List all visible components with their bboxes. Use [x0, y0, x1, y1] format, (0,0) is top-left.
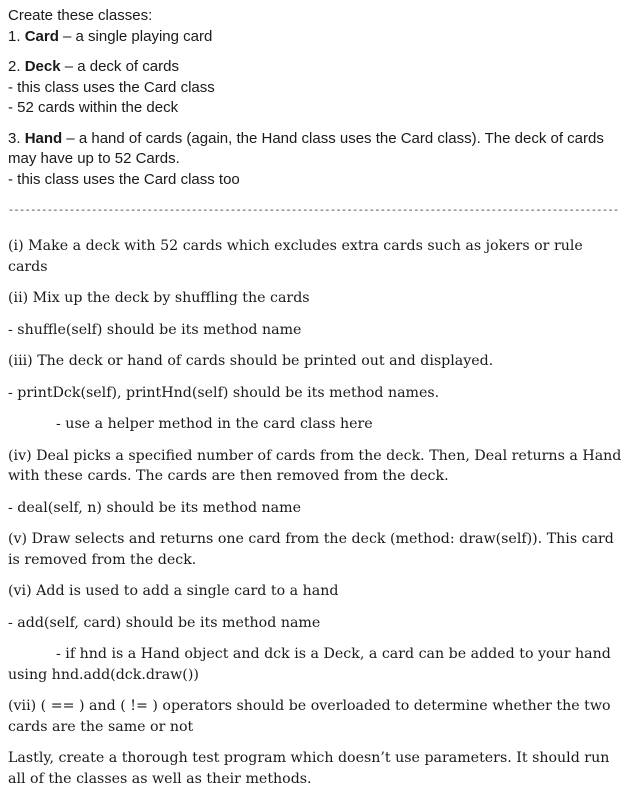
class-hand-name: Hand [24, 129, 63, 147]
task-4: (iv) Deal picks a specified number of cards from the deck. Then, Deal returns a Hand with these cards. The cards are then removed from the deck. [8, 447, 622, 484]
task-3-note: - printDck(self), printHnd(self) should be its method names. [8, 384, 440, 401]
class-card-desc: – a single playing card [58, 27, 213, 45]
class-deck-note: - this class uses the Card class [8, 78, 215, 96]
class-hand-line [8, 129, 623, 170]
task-6: (vi) Add is used to add a single card to a hand [8, 583, 339, 599]
task-6-sub: - if hnd is a Hand object and dck is a Deck, a card can be added to your hand using hnd.add(dck.draw()) [8, 646, 611, 683]
class-card-name: Card [24, 27, 59, 45]
class-hand-number: 3. [8, 129, 21, 147]
class-deck-number: 2. [8, 58, 21, 75]
task-6-note: - add(self, card) should be its method name [8, 614, 321, 631]
class-deck-name: Deck [24, 58, 61, 75]
class-deck-line [8, 57, 623, 78]
class-card-line [8, 27, 623, 48]
task-3: (iii) The deck or hand of cards should be printed out and displayed. [8, 353, 494, 369]
class-card-number: 1. [8, 27, 21, 45]
class-hand-desc: – a hand of cards (again, the Hand class uses the Card class). The deck of cards may have up to 52 Cards. [8, 129, 604, 167]
class-hand-note: - this class uses the Card class too [8, 170, 240, 188]
task-7: (vii) ( == ) and ( != ) operators should be overloaded to determine whether the two cards are the same or not [8, 698, 611, 735]
task-4-note: - deal(self, n) should be its method name [8, 499, 301, 516]
class-deck-desc: – a deck of cards [60, 58, 179, 75]
task-1: (i) Make a deck with 52 cards which excludes extra cards such as jokers or rule cards [8, 238, 583, 275]
class-deck-note: - 52 cards within the deck [8, 99, 179, 116]
task-2-note: - shuffle(self) should be its method name [8, 321, 302, 338]
task-2: (ii) Mix up the deck by shuffling the cards [8, 290, 310, 306]
final-instruction: Lastly, create a thorough test program which doesn’t use parameters. It should run all of the classes as well as their methods. [8, 750, 610, 787]
divider: -------------------------------------------------------------------------------------------------------------- [8, 206, 619, 217]
intro-heading: Create these classes: [8, 7, 153, 24]
task-3-sub: - use a helper method in the card class here [56, 416, 373, 432]
task-5: (v) Draw selects and returns one card from the deck (method: draw(self)). This card is removed from the deck. [8, 531, 614, 568]
